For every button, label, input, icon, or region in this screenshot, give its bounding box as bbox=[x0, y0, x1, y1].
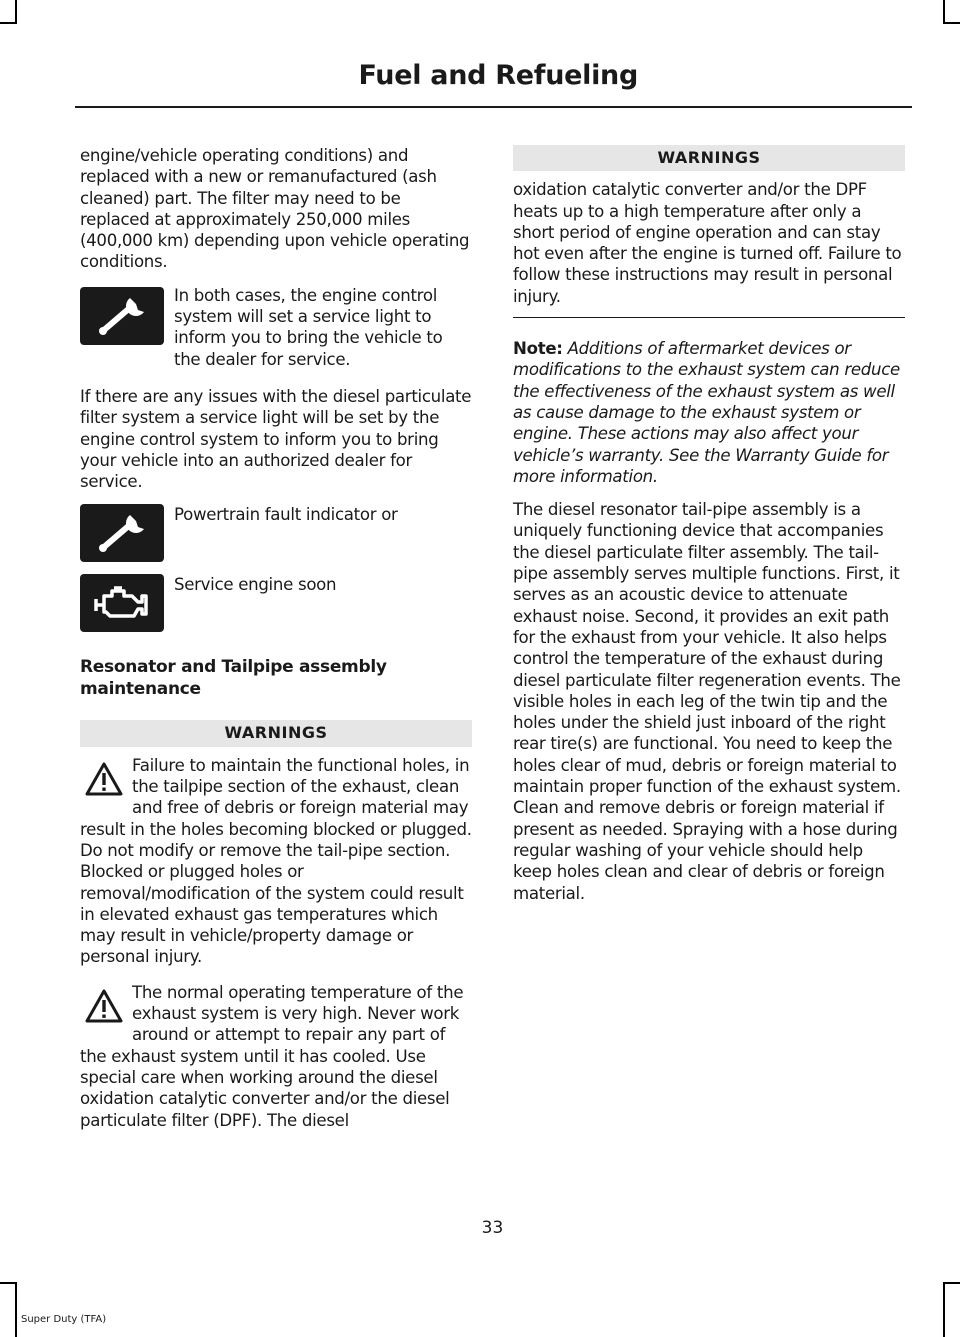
warning-text: oxidation catalytic converter and/or the DPF heats up to a high temperature after only a short period of engine operation and can stay hot even after the engine is turned off. Failure to follow these instructions may result in personal injury. bbox=[513, 180, 902, 306]
paragraph: In both cases, the engine control system will set a service light to inform you to bring the vehicle to the dealer for service. bbox=[174, 285, 443, 369]
crop-mark bbox=[943, 1282, 960, 1284]
right-column bbox=[513, 145, 905, 916]
left-column bbox=[80, 145, 472, 1145]
crop-mark bbox=[943, 1282, 945, 1337]
crop-mark bbox=[943, 22, 960, 24]
crop-mark bbox=[15, 1282, 17, 1337]
crop-mark bbox=[15, 0, 17, 22]
warnings-end-rule bbox=[513, 317, 905, 318]
section-heading: Resonator and Tailpipe assembly maintenance bbox=[80, 657, 387, 700]
check-engine-icon bbox=[80, 574, 164, 632]
warning-text: The normal operating temperature of the exhaust system is very high. Never work around or attempt to repair any part of the exhaust system until it has cooled. Use special care when working around the diesel oxidation catalytic converter and/or the diesel particulate filter (DPF). The diesel bbox=[80, 982, 464, 1130]
crop-mark bbox=[0, 1282, 17, 1284]
indicator-label: Powertrain fault indicator or bbox=[174, 505, 398, 525]
service-engine-row bbox=[80, 574, 472, 640]
header-rule bbox=[75, 106, 912, 108]
note bbox=[513, 338, 905, 487]
crop-mark bbox=[0, 22, 17, 24]
warnings-header: WARNINGS bbox=[80, 720, 472, 746]
document-name: Super Duty (TFA) bbox=[21, 1314, 107, 1325]
note-label: Note: bbox=[513, 339, 563, 359]
indicator-label: Service engine soon bbox=[174, 575, 337, 595]
warning-item bbox=[80, 755, 472, 968]
note-text: Additions of aftermarket devices or modifications to the exhaust system can reduce the effectiveness of the exhaust system as well as cause damage to the exhaust system or engine. These actions may also affect your vehicle’s warranty. See the Warranty Guide for more information. bbox=[513, 339, 900, 486]
warning-text: Failure to maintain the functional holes, in the tailpipe section of the exhaust, clean and free of debris or foreign material may result in the holes becoming blocked or plugged. Do not modify or remove the tail-pipe section. Blocked or plugged holes or removal/modification of the system could result in elevated exhaust gas temperatures which may result in vehicle/property damage or personal injury. bbox=[80, 755, 472, 967]
wrench-icon bbox=[80, 504, 164, 562]
warning-triangle-icon bbox=[84, 761, 124, 797]
warning-triangle-icon bbox=[84, 988, 124, 1024]
page-number: 33 bbox=[481, 1218, 504, 1238]
crop-mark bbox=[943, 0, 945, 22]
service-light-block bbox=[80, 285, 472, 382]
powertrain-indicator-row bbox=[80, 504, 472, 570]
paragraph: The diesel resonator tail-pipe assembly is a uniquely functioning device that accompanies the diesel particulate filter assembly. The tail-pipe assembly serves multiple functions. First, it serves as an acoustic device to attenuate exhaust noise. Second, it provides an exit path for the exhaust from your vehicle. It also helps control the temperature of the exhaust during diesel particulate filter regeneration events. The visible holes in each leg of the twin tip and the holes under the shield just inboard of the right rear tire(s) are functional. You need to keep the holes clear of mud, debris or foreign material to maintain proper function of the exhaust system. Clean and remove debris or foreign material if present as needed. Spraying with a hose during regular washing of your vehicle should help keep holes clean and clear of debris or foreign material. bbox=[513, 500, 901, 903]
warning-item bbox=[80, 982, 472, 1131]
wrench-icon bbox=[80, 287, 164, 345]
paragraph: engine/vehicle operating conditions) and replaced with a new or remanufactured (ash cleaned) part. The filter may need to be replaced at approximately 250,000 miles (400,000 km) depending upon vehicle operating conditions. bbox=[80, 146, 470, 272]
page-title: Fuel and Refueling bbox=[358, 60, 638, 91]
paragraph: If there are any issues with the diesel particulate filter system a service light will be set by the engine control system to inform you to bring your vehicle into an authorized dealer for service. bbox=[80, 386, 472, 492]
warnings-header: WARNINGS bbox=[513, 145, 905, 171]
